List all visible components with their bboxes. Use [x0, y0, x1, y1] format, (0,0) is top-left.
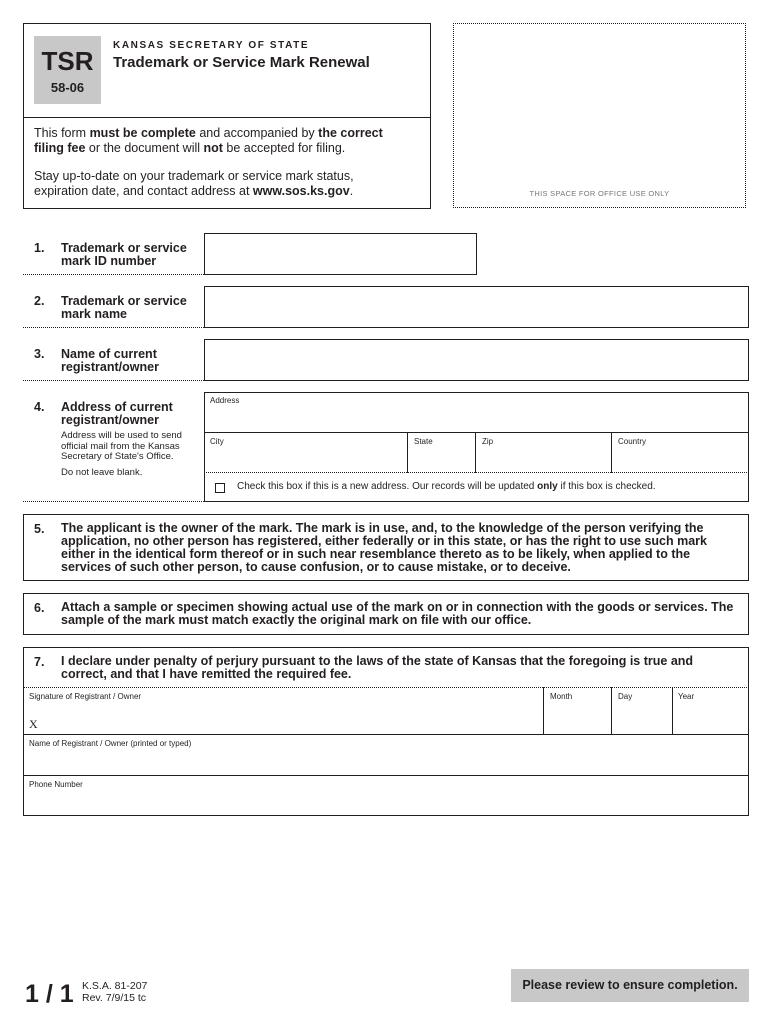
- phone-input[interactable]: [29, 795, 739, 811]
- address-label: Address: [210, 396, 240, 405]
- statute-reference: K.S.A. 81-207 Rev. 7/9/15 tc: [82, 980, 148, 1004]
- divider: [543, 687, 544, 735]
- section-7-text: I declare under penalty of perjury pursuant to the laws of the state of Kansas that the foregoing is true and correct, and that I have remitted the required fee.: [61, 654, 694, 681]
- section-3-label: Name of current registrant/owner: [61, 347, 159, 374]
- section-2-label: Trademark or service mark name: [61, 294, 187, 321]
- divider: [23, 274, 204, 275]
- year-input[interactable]: [678, 712, 743, 728]
- day-label: Day: [618, 692, 633, 701]
- divider: [204, 432, 749, 433]
- divider: [23, 501, 204, 502]
- country-label: Country: [618, 437, 647, 446]
- trademark-id-input[interactable]: [210, 246, 470, 264]
- month-label: Month: [550, 692, 573, 701]
- phone-label: Phone Number: [29, 780, 83, 789]
- signature-mark: X: [29, 717, 38, 731]
- address-input[interactable]: [210, 410, 740, 428]
- section-1-label: Trademark or service mark ID number: [61, 241, 187, 268]
- signature-label: Signature of Registrant / Owner: [29, 692, 142, 701]
- divider: [23, 687, 749, 688]
- month-input[interactable]: [550, 712, 608, 728]
- section-4-number: 4.: [34, 400, 45, 414]
- office-use-box: [453, 23, 746, 208]
- form-code-badge: [34, 36, 101, 104]
- year-label: Year: [678, 692, 695, 701]
- state-label: State: [414, 437, 433, 446]
- intro-paragraph-1: This form must be complete and accompanied by the correct filing fee or the document will not be accepted for filing.: [34, 126, 383, 155]
- review-notice: Please review to ensure completion.: [511, 969, 749, 1002]
- divider: [475, 432, 476, 473]
- section-6-number: 6.: [34, 601, 45, 615]
- trademark-name-input[interactable]: [210, 299, 740, 317]
- section-5-number: 5.: [34, 522, 45, 536]
- divider: [672, 687, 673, 735]
- section-5-text: The applicant is the owner of the mark. The mark is in use, and, to the knowledge of the person verifying the application, no other person has registered, either federally or in this state, or has the right to use such mark either in the identical form thereof or in such near resemblance thereto as to be likely, when applied to the services of such other person, to cause confusion, or to cause mistake, or to deceive.: [61, 521, 707, 574]
- zip-input[interactable]: [482, 451, 607, 467]
- section-7-number: 7.: [34, 655, 45, 669]
- country-input[interactable]: [618, 451, 743, 467]
- section-1-number: 1.: [34, 241, 45, 255]
- agency-name: KANSAS SECRETARY OF STATE: [113, 40, 310, 51]
- city-input[interactable]: [210, 451, 400, 467]
- divider: [611, 687, 612, 735]
- day-input[interactable]: [618, 712, 670, 728]
- website-link: www.sos.ks.gov: [252, 184, 350, 198]
- divider: [23, 734, 749, 735]
- new-address-checkbox-label: Check this box if this is a new address. Our records will be updated only if this box is checked.: [237, 481, 656, 492]
- registrant-name-input[interactable]: [210, 352, 740, 370]
- intro-paragraph-2: Stay up-to-date on your trademark or service mark status, expiration date, and contact address at www.sos.ks.gov.: [34, 169, 354, 198]
- office-use-label: THIS SPACE FOR OFFICE USE ONLY: [529, 189, 670, 198]
- state-input[interactable]: [414, 451, 474, 467]
- printed-name-label: Name of Registrant / Owner (printed or typed): [29, 739, 192, 748]
- form-code: TSR: [41, 46, 94, 76]
- zip-label: Zip: [482, 437, 494, 446]
- signature-input[interactable]: [44, 715, 534, 731]
- section-3-number: 3.: [34, 347, 45, 361]
- section-2-number: 2.: [34, 294, 45, 308]
- divider: [23, 775, 749, 776]
- city-label: City: [210, 437, 224, 446]
- form-number: 58-06: [50, 80, 85, 95]
- section-6-text: Attach a sample or specimen showing actual use of the mark on or in connection with the goods or services. The sample of the mark must match exactly the original mark on file with our office.: [61, 600, 734, 627]
- divider: [407, 432, 408, 473]
- page-number: 1 / 1: [25, 980, 74, 1008]
- section-4-note: Address will be used to send official mail from the Kansas Secretary of State's Office. Do not leave blank.: [61, 430, 182, 478]
- divider: [611, 432, 612, 473]
- divider: [23, 380, 204, 381]
- divider: [23, 327, 204, 328]
- section-4-label: Address of current registrant/owner: [61, 400, 173, 427]
- new-address-checkbox[interactable]: [215, 483, 225, 493]
- page-title: Trademark or Service Mark Renewal: [113, 54, 370, 71]
- printed-name-input[interactable]: [29, 754, 739, 770]
- divider: [204, 472, 749, 473]
